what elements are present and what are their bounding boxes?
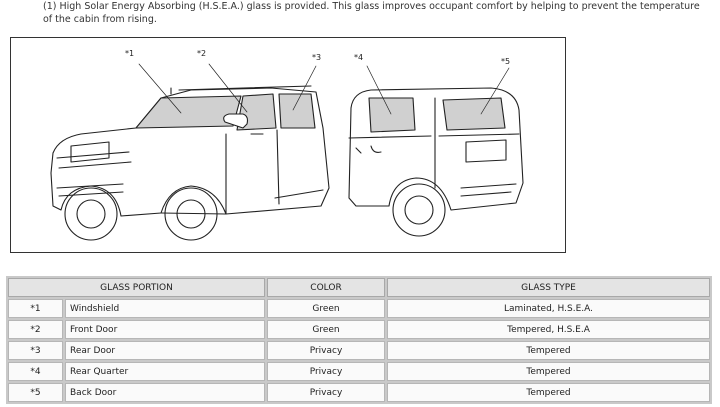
- row-portion: Front Door: [65, 320, 265, 339]
- vehicle-glass-illustration: [10, 37, 566, 253]
- row-type: Laminated, H.S.E.A.: [387, 299, 710, 318]
- intro-paragraph: (1) High Solar Energy Absorbing (H.S.E.A.) glass is provided. This glass improves occupant comfort by helping to prevent the temperature of the cabin from rising.: [43, 1, 700, 25]
- row-portion: Rear Door: [65, 341, 265, 360]
- rear-quarter-glass: [369, 98, 415, 132]
- row-type: Tempered: [387, 341, 710, 360]
- row-color: Green: [267, 299, 385, 318]
- row-portion: Back Door: [65, 383, 265, 402]
- rear-door-glass: [279, 94, 315, 128]
- table-row: [8, 383, 710, 402]
- row-color: Privacy: [267, 362, 385, 381]
- row-type: Tempered: [387, 383, 710, 402]
- header-glass-type: GLASS TYPE: [387, 278, 710, 297]
- glass-specification-table: [6, 276, 712, 404]
- row-id: *2: [8, 320, 63, 339]
- table-row: [8, 320, 710, 339]
- table-row: [8, 341, 710, 360]
- row-type: Tempered, H.S.E.A: [387, 320, 710, 339]
- callout-1: *1: [125, 49, 135, 58]
- callout-5: *5: [501, 57, 511, 66]
- callout-3: *3: [312, 53, 322, 62]
- row-id: *4: [8, 362, 63, 381]
- row-id: *1: [8, 299, 63, 318]
- row-color: Privacy: [267, 383, 385, 402]
- callout-4: *4: [354, 53, 364, 62]
- row-portion: Rear Quarter: [65, 362, 265, 381]
- table-header-row: [8, 278, 710, 297]
- row-id: *5: [8, 383, 63, 402]
- row-color: Privacy: [267, 341, 385, 360]
- row-portion: Windshield: [65, 299, 265, 318]
- header-glass-portion: GLASS PORTION: [8, 278, 265, 297]
- table-row: [8, 362, 710, 381]
- vehicle-line-drawing: [11, 38, 567, 254]
- row-color: Green: [267, 320, 385, 339]
- table-row: [8, 299, 710, 318]
- callout-2: *2: [197, 49, 207, 58]
- row-type: Tempered: [387, 362, 710, 381]
- header-color: COLOR: [267, 278, 385, 297]
- front-windshield-glass: [136, 96, 241, 128]
- row-id: *3: [8, 341, 63, 360]
- back-door-glass: [443, 98, 505, 130]
